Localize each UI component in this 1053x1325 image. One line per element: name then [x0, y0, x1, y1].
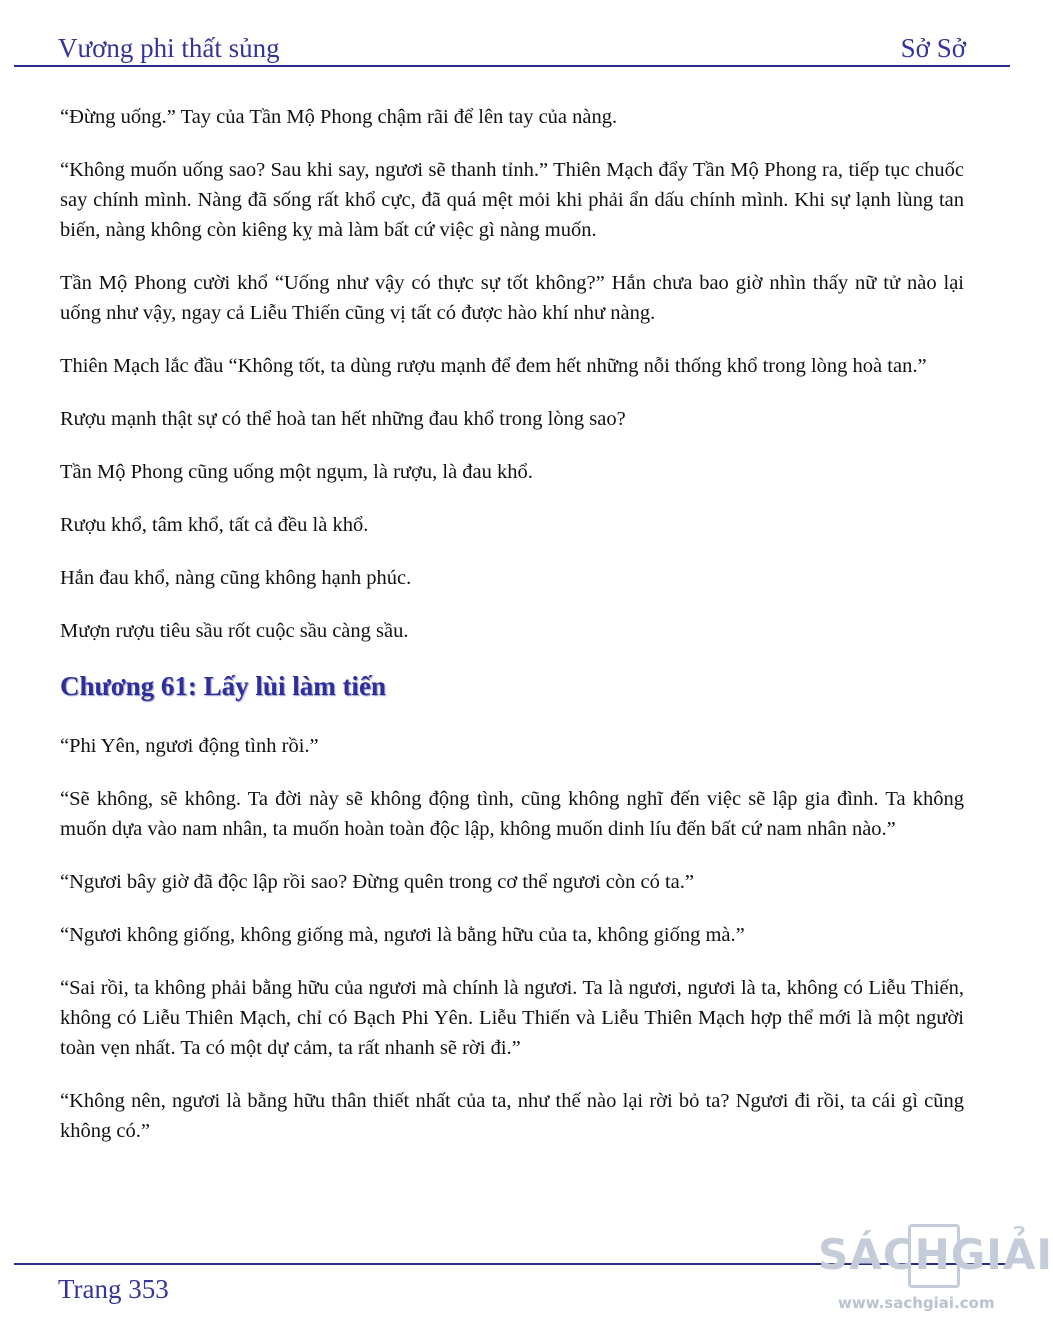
paragraph: Tần Mộ Phong cười khổ “Uống như vậy có thực sự tốt không?” Hắn chưa bao giờ nhìn thấy nữ tử nào lại uống như vậy, ngay cả Liễu Thiến cũng vị tất có được hào khí như nàng. — [60, 272, 964, 324]
watermark-url: www.sachgiai.com — [838, 1294, 995, 1312]
author-name: Sở Sở — [900, 33, 966, 63]
watermark-logo — [818, 1230, 1053, 1325]
page-body — [60, 102, 964, 1169]
paragraph: “Ngươi không giống, không giống mà, ngươi là bằng hữu của ta, không giống mà.” — [60, 924, 745, 946]
paragraph: Hắn đau khổ, nàng cũng không hạnh phúc. — [60, 567, 412, 589]
paragraph: “Phi Yên, ngươi động tình rồi.” — [60, 735, 319, 757]
page-header — [58, 24, 966, 64]
paragraph: “Không muốn uống sao? Sau khi say, ngươi sẽ thanh tỉnh.” Thiên Mạch đẩy Tần Mộ Phong ra, tiếp tục chuốc say chính mình. Nàng đã sống rất khổ cực, đã quá mệt mỏi khi phải ẩn dấu chính mình. Khi sự lạnh lùng tan biến, nàng không còn kiêng kỵ mà làm bất cứ việc gì nàng muốn. — [60, 159, 964, 241]
paragraph: Mượn rượu tiêu sầu rốt cuộc sầu càng sầu. — [60, 620, 409, 642]
book-title: Vương phi thất sủng — [58, 33, 280, 63]
paragraph: Tần Mộ Phong cũng uống một ngụm, là rượu, là đau khổ. — [60, 461, 533, 483]
watermark-brand: SÁCHGIẢI — [818, 1230, 1053, 1279]
chapter-heading: Chương 61: Lấy lùi làm tiến — [60, 671, 386, 701]
paragraph: “Không nên, ngươi là bằng hữu thân thiết nhất của ta, như thế nào lại rời bỏ ta? Ngươi đi rồi, ta cái gì cũng không có.” — [60, 1090, 964, 1142]
header-divider — [14, 65, 1010, 67]
paragraph: Rượu mạnh thật sự có thể hoà tan hết những đau khổ trong lòng sao? — [60, 408, 626, 430]
paragraph: “Sẽ không, sẽ không. Ta đời này sẽ không động tình, cũng không nghĩ đến việc sẽ lập gia đình. Ta không muốn dựa vào nam nhân, ta muốn hoàn toàn độc lập, không muốn dinh líu đến bất cứ nam nhân nào.” — [60, 788, 964, 840]
paragraph: Thiên Mạch lắc đầu “Không tốt, ta dùng rượu mạnh để đem hết những nỗi thống khổ trong lòng hoà tan.” — [60, 355, 927, 377]
paragraph: “Ngươi bây giờ đã độc lập rồi sao? Đừng quên trong cơ thể ngươi còn có ta.” — [60, 871, 695, 893]
page-number: Trang 353 — [58, 1274, 169, 1304]
paragraph: “Đừng uống.” Tay của Tần Mộ Phong chậm rãi để lên tay của nàng. — [60, 106, 618, 128]
paragraph: “Sai rồi, ta không phải bằng hữu của ngươi mà chính là ngươi. Ta là ngươi, ngươi là ta, không có Liễu Thiến, không có Liễu Thiên Mạch, chỉ có Bạch Phi Yên. Liễu Thiến và Liễu Thiên Mạch hợp thể mới là một người toàn vẹn nhất. Ta có một dự cảm, ta rất nhanh sẽ rời đi.” — [60, 977, 964, 1059]
paragraph: Rượu khổ, tâm khổ, tất cả đều là khổ. — [60, 514, 369, 536]
